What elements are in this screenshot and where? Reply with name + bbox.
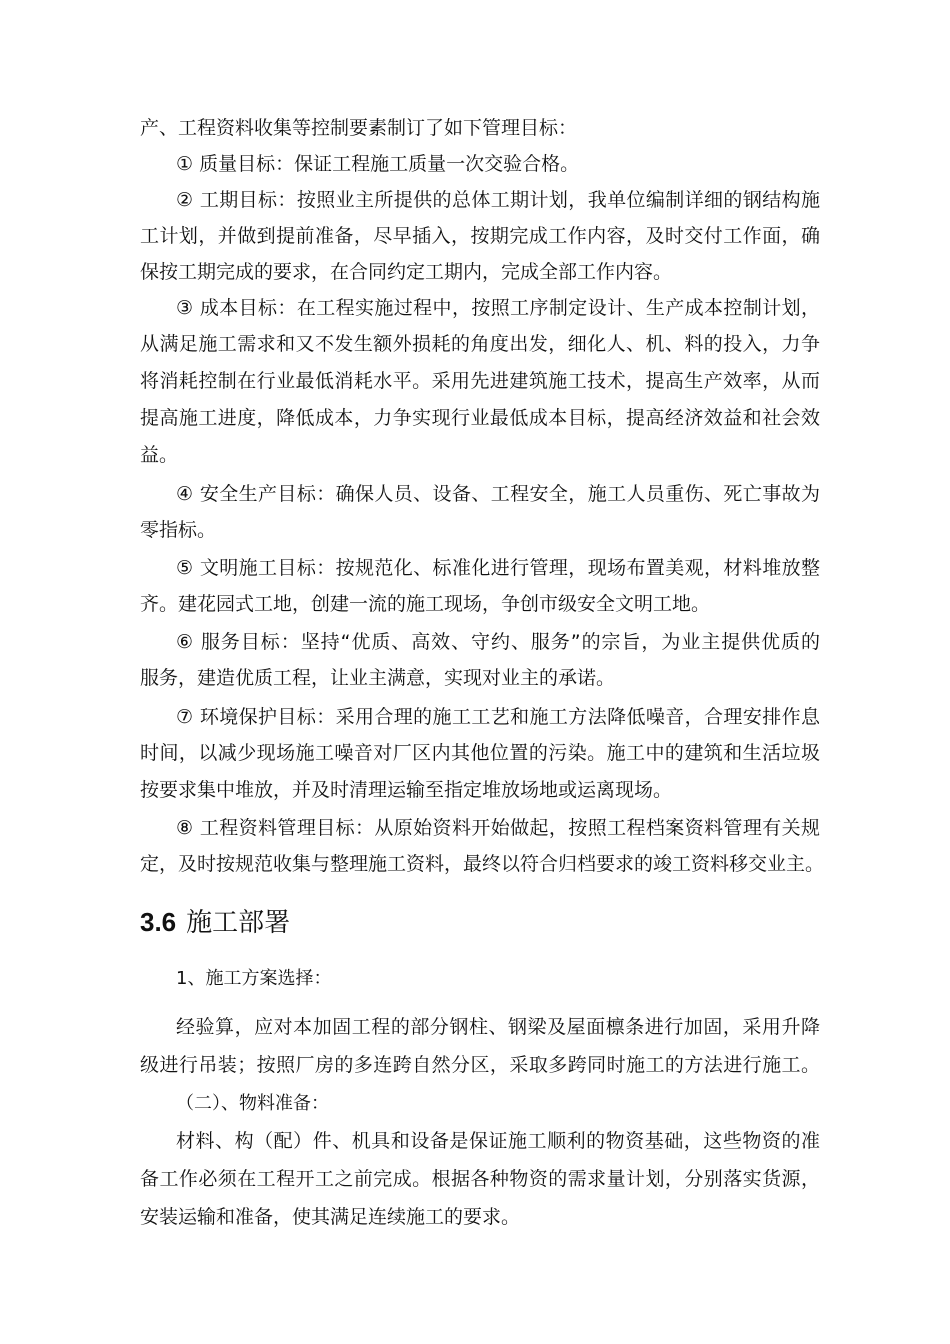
safety-goal-line: 零指标。 (140, 519, 217, 541)
materials-text-line: 安装运输和准备，使其满足连续施工的要求。 (140, 1206, 521, 1228)
schedule-goal-line: 保按工期完成的要求，在合同约定工期内，完成全部工作内容。 (140, 261, 673, 283)
service-goal-line: 服务，建造优质工程，让业主满意，实现对业主的承诺。 (140, 667, 616, 689)
civilized-goal-line: ⑤ 文明施工目标：按规范化、标准化进行管理，现场布置美观，材料堆放整 (176, 557, 820, 579)
environment-goal-line: 时间，以减少现场施工噪音对厂区内其他位置的污染。施工中的建筑和生活垃圾 (140, 742, 820, 764)
cost-goal-line: 从满足施工需求和又不发生额外损耗的角度出发，细化人、机、料的投入，力争 (140, 333, 820, 355)
environment-goal-line: 按要求集中堆放，并及时清理运输至指定堆放场地或运离现场。 (140, 779, 673, 801)
cost-goal-line: ③ 成本目标：在工程实施过程中，按照工序制定设计、生产成本控制计划， (176, 297, 820, 319)
environment-goal-line: ⑦ 环境保护目标：采用合理的施工工艺和施工方法降低噪音，合理安排作息 (176, 706, 820, 728)
plan-heading: 1、施工方案选择： (176, 968, 332, 989)
schedule-goal-line: 工计划，并做到提前准备，尽早插入，按期完成工作内容，及时交付工作面，确 (140, 225, 820, 247)
materials-text-line: 备工作必须在工程开工之前完成。根据各种物资的需求量计划，分别落实货源， (140, 1168, 820, 1190)
intro-line: 产、工程资料收集等控制要素制订了如下管理目标： (140, 117, 578, 139)
cost-goal-line: 将消耗控制在行业最低消耗水平。采用先进建筑施工技术，提高生产效率，从而 (140, 370, 820, 392)
safety-goal-line: ④ 安全生产目标：确保人员、设备、工程安全，施工人员重伤、死亡事故为 (176, 483, 820, 505)
section-title: 施工部署 (186, 908, 291, 938)
documents-goal-line: 定，及时按规范收集与整理施工资料，最终以符合归档要求的竣工资料移交业主。 (140, 853, 825, 875)
cost-goal-line: 提高施工进度，降低成本，力争实现行业最低成本目标，提高经济效益和社会效 (140, 407, 820, 429)
cost-goal-line: 益。 (140, 444, 179, 466)
quality-goal: ① 质量目标：保证工程施工质量一次交验合格。 (176, 153, 580, 175)
service-goal-line: ⑥ 服务目标：坚持“优质、高效、守约、服务”的宗旨，为业主提供优质的 (176, 631, 820, 653)
materials-text-line: 材料、构（配）件、机具和设备是保证施工顺利的物资基础，这些物资的准 (176, 1130, 820, 1152)
materials-heading: （二）、物料准备： (176, 1093, 329, 1114)
civilized-goal-line: 齐。建花园式工地，创建一流的施工现场，争创市级安全文明工地。 (140, 593, 711, 615)
plan-text-line: 经验算，应对本加固工程的部分钢柱、钢梁及屋面檩条进行加固，采用升降 (176, 1016, 820, 1038)
schedule-goal-line: ② 工期目标：按照业主所提供的总体工期计划，我单位编制详细的钢结构施 (176, 189, 820, 211)
plan-text-line: 级进行吊装；按照厂房的多连跨自然分区，采取多跨同时施工的方法进行施工。 (140, 1054, 820, 1076)
section-number: 3.6 (140, 907, 177, 937)
documents-goal-line: ⑧ 工程资料管理目标：从原始资料开始做起，按照工程档案资料管理有关规 (176, 817, 820, 839)
section-heading (140, 902, 290, 942)
